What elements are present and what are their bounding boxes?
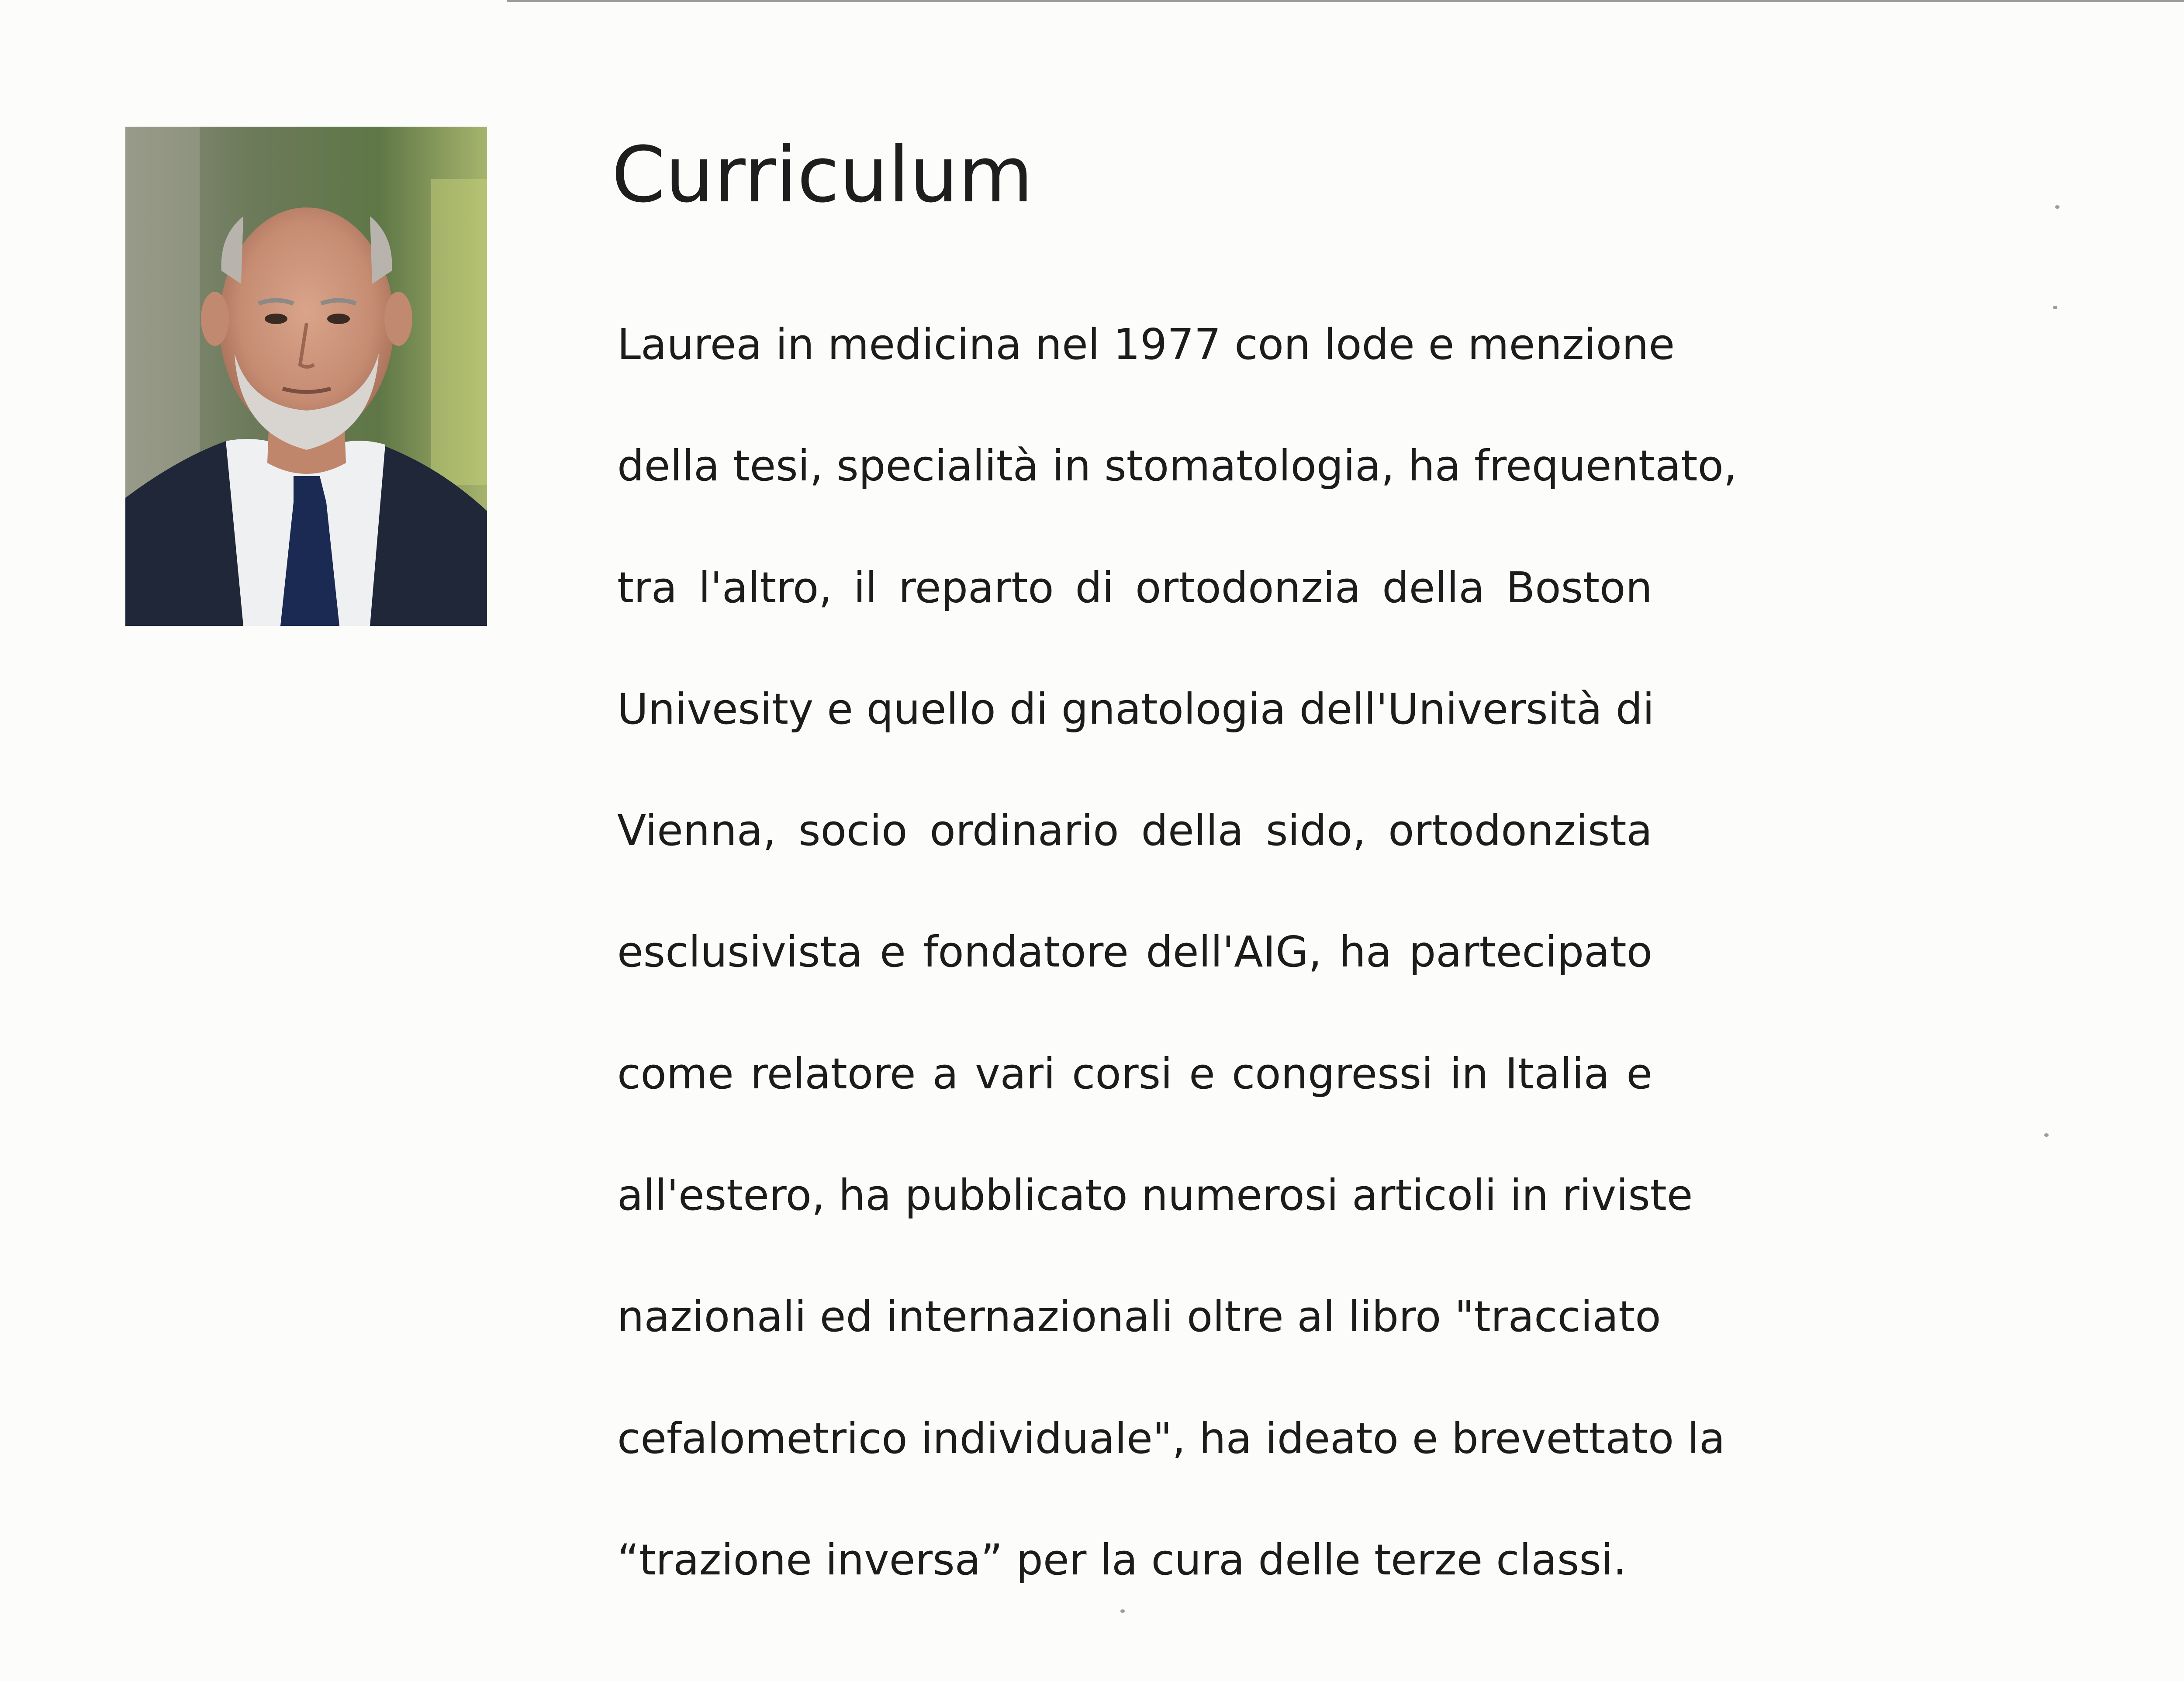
scan-speck [2055, 205, 2060, 209]
portrait-icon [125, 127, 487, 626]
bio-line: all'estero, ha pubblicato numerosi articoli in riviste [617, 1170, 1693, 1220]
scan-speck [2053, 306, 2057, 309]
portrait-photo [125, 127, 487, 626]
scan-speck [2044, 1133, 2049, 1137]
bio-line: della tesi, specialità in stomatologia, ha frequentato, [617, 441, 1737, 491]
bio-line: Laurea in medicina nel 1977 con lode e menzione [617, 320, 1675, 369]
scan-speck [1120, 1609, 1125, 1613]
bio-line: Vienna, socio ordinario della sido, ortodonzista [617, 806, 1652, 856]
bio-line: cefalometrico individuale", ha ideato e brevettato la [617, 1413, 1725, 1463]
bio-line: tra l'altro, il reparto di ortodonzia della Boston [617, 563, 1652, 612]
scan-top-edge [507, 0, 2184, 2]
bio-line: nazionali ed internazionali oltre al libro "tracciato [617, 1292, 1661, 1342]
page-title: Curriculum [612, 130, 1033, 220]
bio-line: Univesity e quello di gnatologia dell'Università di [617, 684, 1655, 734]
bio-line: “trazione inversa” per la cura delle terze classi. [617, 1535, 1627, 1584]
bio-line: come relatore a vari corsi e congressi in Italia e [617, 1049, 1652, 1098]
curriculum-text [617, 303, 1737, 1640]
bio-line: esclusivista e fondatore dell'AIG, ha partecipato [617, 927, 1652, 977]
